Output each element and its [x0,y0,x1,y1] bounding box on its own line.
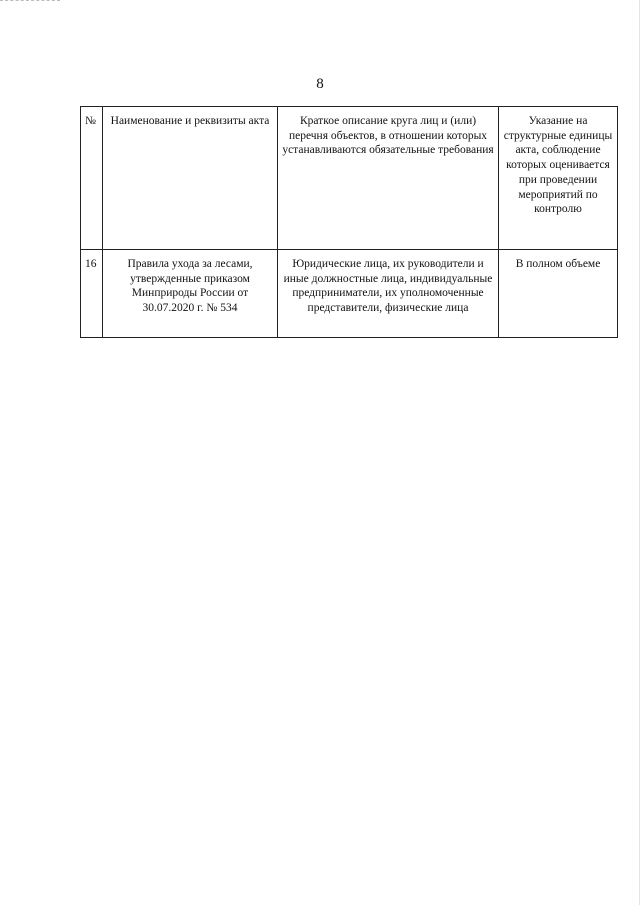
header-structural-units: Указание на структурные единицы акта, соблюдение которых оценивается при проведении мероприятий по контролю [499,107,618,250]
header-number: № [81,107,103,250]
table-header-row [81,107,618,250]
scan-edge-mark [0,0,60,3]
page-number: 8 [316,76,324,92]
row-act-name: Правила ухода за лесами, утвержденные приказом Минприроды России от 30.07.2020 г. № 534 [103,250,278,338]
header-persons-description: Краткое описание круга лиц и (или) перечня объектов, в отношении которых устанавливаются обязательные требования [278,107,499,250]
table-row [81,250,618,338]
row-number: 16 [81,250,103,338]
row-structural-units: В полном объеме [499,250,618,338]
header-act-name: Наименование и реквизиты акта [103,107,278,250]
acts-table [80,106,618,338]
row-persons-description: Юридические лица, их руководители и иные должностные лица, индивидуальные предприниматели, их уполномоченные представители, физические лица [278,250,499,338]
